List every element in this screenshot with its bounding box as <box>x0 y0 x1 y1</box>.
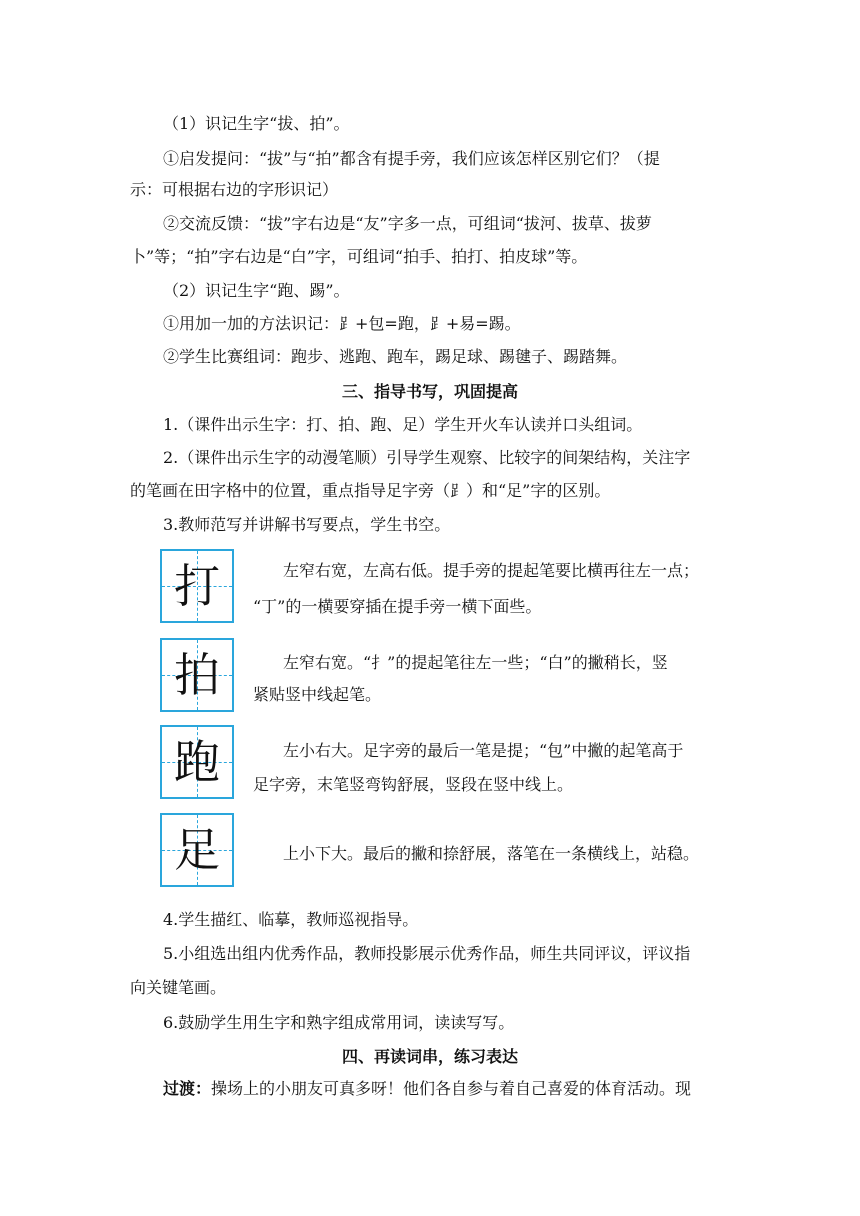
paragraph: ①启发提问：“拔”与“拍”都含有提手旁，我们应该怎样区别它们？（提 <box>163 149 660 168</box>
tianzige-box <box>160 638 234 712</box>
tianzige-box <box>160 813 234 887</box>
tianzige-box <box>160 725 234 799</box>
paragraph: 4.学生描红、临摹，教师巡视指导。 <box>163 910 419 929</box>
character-glyph: 跑 <box>174 735 220 789</box>
paragraph: ②交流反馈：“拔”字右边是“友”字多一点，可组词“拔河、拔草、拔萝 <box>163 214 652 233</box>
paragraph: 的笔画在田字格中的位置，重点指导足字旁（⻊）和“足”字的区别。 <box>130 481 611 500</box>
paragraph <box>163 1078 691 1100</box>
paragraph: （2）识记生字“跑、踢”。 <box>163 281 350 300</box>
character-description: 上小下大。最后的撇和捺舒展，落笔在一条横线上，站稳。 <box>283 844 700 863</box>
section-heading: 四、再读词串，练习表达 <box>341 1047 518 1066</box>
paragraph: （1）识记生字“拔、拍”。 <box>163 114 350 133</box>
transition-text: 操场上的小朋友可真多呀！他们各自参与着自己喜爱的体育活动。现 <box>211 1079 692 1098</box>
paragraph: 1.（课件出示生字：打、拍、跑、足）学生开火车认读并口头组词。 <box>163 415 643 434</box>
character-glyph: 足 <box>174 823 220 877</box>
paragraph: 卜”等；“拍”字右边是“白”字，可组词“拍手、拍打、拍皮球”等。 <box>130 247 588 266</box>
character-glyph: 打 <box>174 559 220 613</box>
character-description: 足字旁，末笔竖弯钩舒展，竖段在竖中线上。 <box>253 775 574 794</box>
tianzige-box <box>160 549 234 623</box>
paragraph: 6.鼓励学生用生字和熟字组成常用词，读读写写。 <box>163 1013 515 1032</box>
character-description: 左窄右宽，左高右低。提手旁的提起笔要比横再往左一点； <box>283 561 700 580</box>
paragraph: 向关键笔画。 <box>130 978 227 997</box>
character-glyph: 拍 <box>174 648 220 702</box>
paragraph: 2.（课件出示生字的动漫笔顺）引导学生观察、比较字的间架结构，关注字 <box>163 448 691 467</box>
character-description: “丁”的一横要穿插在提手旁一横下面些。 <box>253 597 542 616</box>
transition-label: 过渡： <box>163 1079 212 1098</box>
character-description: 左窄右宽。“扌”的提起笔往左一些；“白”的撇稍长，竖 <box>283 653 668 672</box>
paragraph: ②学生比赛组词：跑步、逃跑、跑车，踢足球、踢毽子、踢踏舞。 <box>163 347 628 366</box>
paragraph: 3.教师范写并讲解书写要点，学生书空。 <box>163 515 451 534</box>
character-description: 紧贴竖中线起笔。 <box>253 685 382 704</box>
character-description: 左小右大。足字旁的最后一笔是提；“包”中撇的起笔高于 <box>283 741 684 760</box>
paragraph: ①用加一加的方法识记：⻊+包=跑，⻊+易=踢。 <box>163 314 521 333</box>
paragraph: 示：可根据右边的字形识记） <box>130 180 339 199</box>
paragraph: 5.小组选出组内优秀作品，教师投影展示优秀作品，师生共同评议，评议指 <box>163 944 691 963</box>
section-heading: 三、指导书写，巩固提高 <box>341 382 518 401</box>
